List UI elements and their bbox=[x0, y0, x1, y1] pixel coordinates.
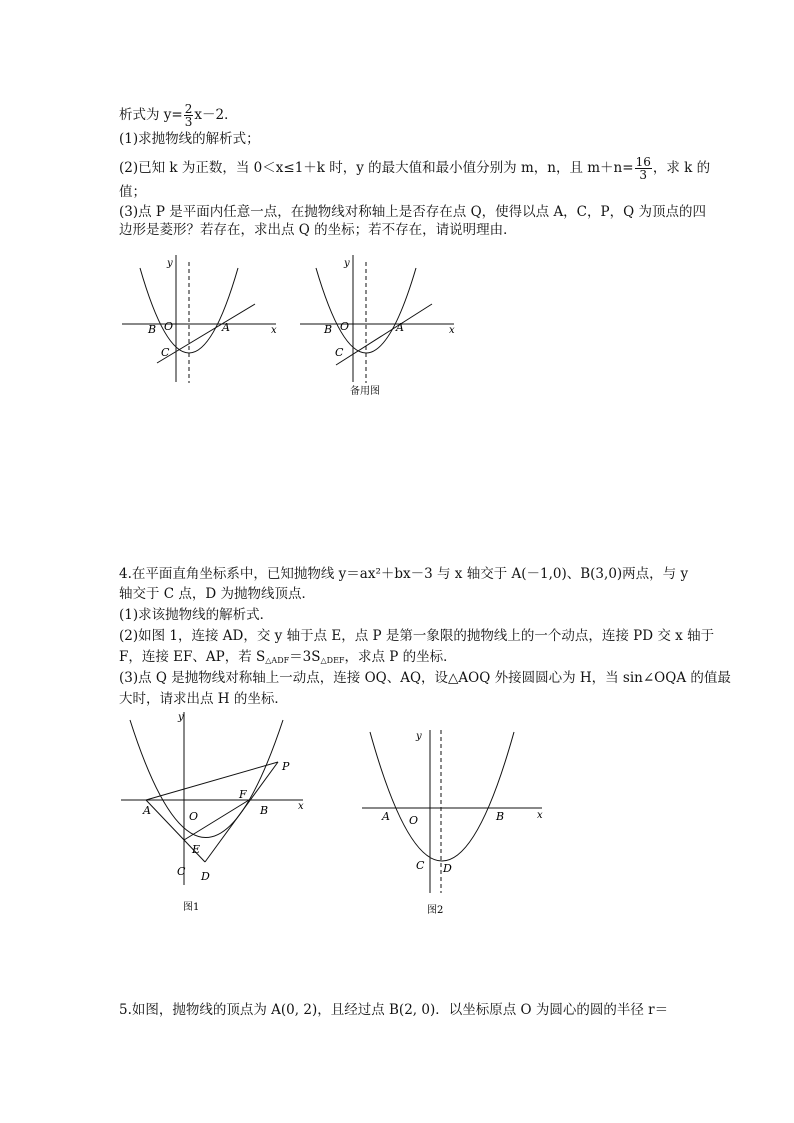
q3-line-3: 值； bbox=[119, 184, 146, 200]
q3-text: ，求 k 的 bbox=[652, 160, 711, 176]
point-o-label: O bbox=[164, 320, 174, 333]
y-axis-label: y bbox=[344, 258, 350, 269]
q3-figure-main bbox=[118, 250, 288, 390]
point-o-label: O bbox=[189, 810, 199, 823]
point-a-label: A bbox=[222, 321, 230, 334]
y-axis-label: y bbox=[167, 258, 173, 269]
q4-line-1: 轴交于 C 点，D 为抛物线顶点． bbox=[119, 586, 316, 602]
q4-figure-2 bbox=[360, 720, 550, 920]
q3-text: 析式为 y= bbox=[119, 107, 183, 123]
x-axis-label: x bbox=[537, 810, 543, 821]
q3-text: x－2． bbox=[194, 107, 238, 123]
x-axis-label: x bbox=[449, 325, 455, 336]
point-b-label: B bbox=[496, 810, 505, 823]
y-axis-label: y bbox=[416, 731, 422, 742]
point-c-label: C bbox=[161, 346, 170, 359]
q3-line-4: (3)点 P 是平面内任意一点，在抛物线对称轴上是否存在点 Q，使得以点 A，C，P，Q 为顶点的四 bbox=[119, 204, 706, 220]
q4-line-0: 4.在平面直角坐标系中，已知抛物线 y＝ax²＋bx－3 与 x 轴交于 A(－1,0)、B(3,0)两点，与 y bbox=[119, 566, 689, 582]
x-axis-label: x bbox=[271, 325, 277, 336]
fraction: $\frac{2}{3}$ bbox=[184, 102, 193, 129]
parabola bbox=[370, 732, 514, 861]
q4-line-4: F，连接 EF、AP，若 $S_{\triangle ADF}=3S_{\triangle DEF}$，求点 P 的坐标． bbox=[119, 649, 457, 665]
x-axis-label: x bbox=[298, 801, 304, 812]
point-d-label: D bbox=[201, 870, 210, 883]
point-c-label: C bbox=[177, 865, 186, 878]
point-a-label: A bbox=[382, 810, 390, 823]
point-f-label: F bbox=[239, 788, 247, 801]
figure-caption: 图1 bbox=[183, 902, 200, 913]
q4-figure-1 bbox=[118, 705, 318, 915]
point-p-label: P bbox=[282, 760, 290, 773]
q4-line-3: (2)如图 1，连接 AD，交 y 轴于点 E，点 P 是第一象限的抛物线上的一个动点，连接 PD 交 x 轴于 bbox=[119, 628, 715, 644]
q3-line-1: (1)求抛物线的解析式； bbox=[119, 131, 260, 147]
point-o-label: O bbox=[409, 814, 419, 827]
parabola bbox=[130, 720, 283, 838]
figure-caption: 备用图 bbox=[350, 386, 380, 397]
q3-line-2 bbox=[119, 156, 710, 181]
q3-text: (2)已知 k 为正数，当 0＜x≤1＋k 时，y 的最大值和最小值分别为 m，n，且 m＋n= bbox=[119, 160, 634, 176]
subscript: △ADF bbox=[265, 656, 290, 665]
point-e-label: E bbox=[192, 843, 201, 856]
q3-line-5: 边形是菱形？若存在，求出点 Q 的坐标；若不存在，请说明理由． bbox=[119, 222, 517, 238]
point-b-label: B bbox=[324, 323, 333, 336]
point-c-label: C bbox=[335, 346, 344, 359]
fraction: $\frac{16}{3}$ bbox=[635, 155, 651, 182]
figure-caption: 图2 bbox=[427, 905, 444, 916]
point-b-label: B bbox=[148, 323, 157, 336]
q4-line-5: (3)点 Q 是抛物线对称轴上一动点，连接 OQ、AQ，设△AOQ 外接圆圆心为 H，当 sin∠OQA 的值最 bbox=[119, 670, 731, 686]
q4-line-6: 大时，请求出点 H 的坐标． bbox=[119, 691, 288, 707]
q3-line-0 bbox=[119, 103, 238, 128]
segment-ap bbox=[146, 762, 278, 800]
point-b-label: B bbox=[260, 804, 269, 817]
point-d-label: D bbox=[443, 862, 452, 875]
point-o-label: O bbox=[340, 320, 350, 333]
y-axis-label: y bbox=[178, 712, 184, 723]
point-a-label: A bbox=[143, 804, 151, 817]
q4-line-2: (1)求该抛物线的解析式． bbox=[119, 607, 274, 623]
line-ac bbox=[157, 304, 255, 363]
point-a-label: A bbox=[396, 321, 404, 334]
point-c-label: C bbox=[416, 859, 425, 872]
q3-figure-backup bbox=[296, 250, 466, 398]
q5-line-0: 5.如图，抛物线的顶点为 A(0, 2)，且经过点 B(2, 0)．以坐标原点 O 为圆心的圆的半径 r＝ bbox=[119, 1002, 669, 1018]
subscript: △DEF bbox=[320, 656, 345, 665]
line-ac bbox=[336, 304, 432, 365]
